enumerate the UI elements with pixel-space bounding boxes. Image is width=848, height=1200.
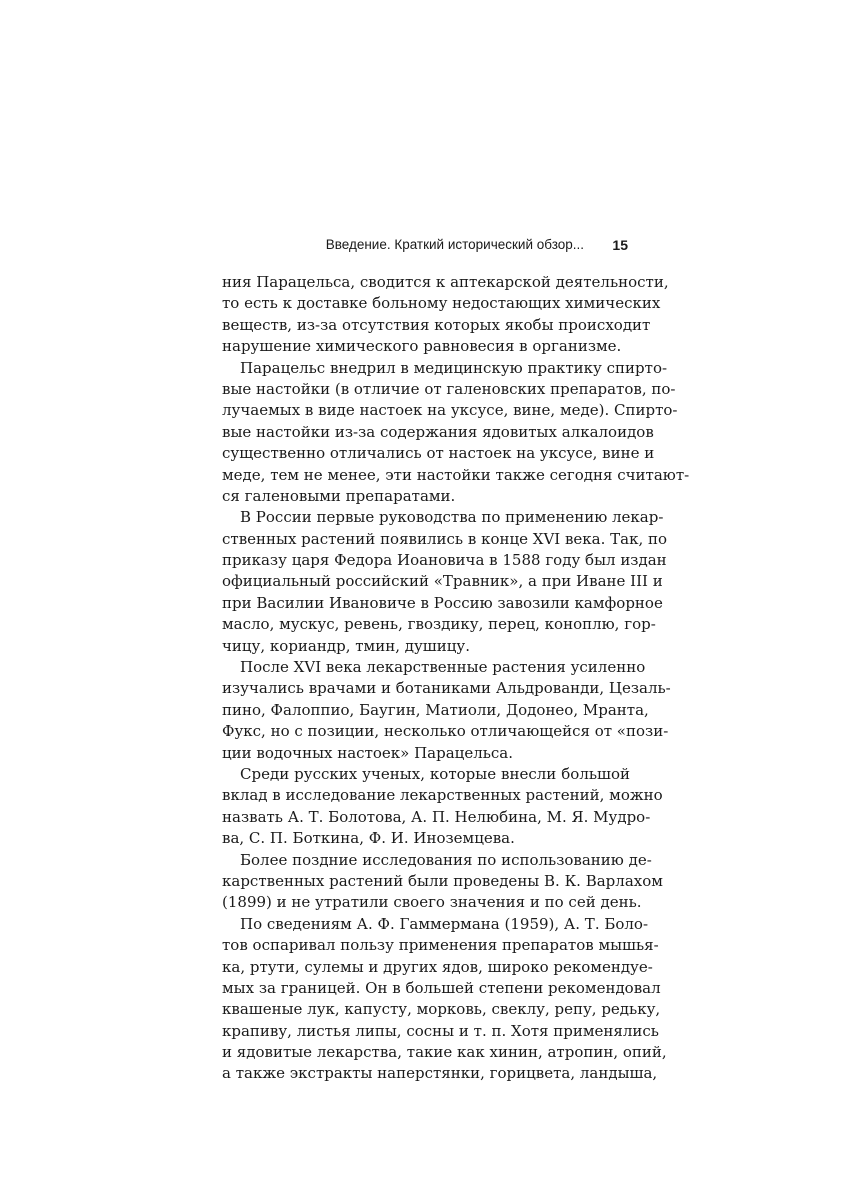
text-line: Парацельс внедрил в медицинскую практику спирто- <box>240 358 668 377</box>
text-line: изучались врачами и ботаниками Альдрованди, Цезаль- <box>222 679 671 698</box>
text-line: карственных растений были проведены В. К. Варлахом <box>222 871 663 890</box>
text-line: назвать А. Т. Болотова, А. П. Нелюбина, М. Я. Мудро- <box>222 807 651 826</box>
text-line: вые настойки из-за содержания ядовитых алкалоидов <box>222 422 654 441</box>
text-line: ции водочных настоек» Парацельса. <box>222 743 513 762</box>
text-line: нарушение химического равновесия в организме. <box>222 337 622 356</box>
text-line: меде, тем не менее, эти настойки также сегодня считают- <box>222 465 690 484</box>
text-line: В России первые руководства по применению лекар- <box>240 508 664 527</box>
paragraph <box>222 507 668 657</box>
text-line: чицу, кориандр, тмин, душицу. <box>222 636 470 655</box>
text-line: приказу царя Федора Иоановича в 1588 году был издан <box>222 551 667 570</box>
page-number: 15 <box>612 237 628 253</box>
text-line: вые настойки (в отличие от галеновских препаратов, по- <box>222 379 676 398</box>
text-line: и ядовитые лекарства, такие как хинин, атропин, опий, <box>222 1043 667 1062</box>
text-line: По сведениям А. Ф. Гаммермана (1959), А. Т. Боло- <box>240 914 649 933</box>
text-line: ся галеновыми препаратами. <box>222 486 456 505</box>
text-line: ва, С. П. Боткина, Ф. И. Иноземцева. <box>222 829 515 848</box>
paragraph <box>222 914 667 1085</box>
text-line: крапиву, листья липы, сосны и т. п. Хотя применялись <box>222 1021 659 1040</box>
paragraph <box>222 850 663 914</box>
text-line: лучаемых в виде настоек на уксусе, вине, меде). Спирто- <box>222 401 678 420</box>
text-line: мых за границей. Он в большей степени рекомендовал <box>222 978 661 997</box>
text-line: а также экстракты наперстянки, горицвета, ландыша, <box>222 1064 658 1083</box>
text-line: Среди русских ученых, которые внесли большой <box>240 764 630 783</box>
paragraph <box>222 764 663 850</box>
text-line: квашеные лук, капусту, морковь, свеклу, репу, редьку, <box>222 1000 661 1019</box>
page-header <box>222 234 628 256</box>
text-line: Более поздние исследования по использованию де- <box>240 850 652 869</box>
paragraph <box>222 657 671 764</box>
text-line: пино, Фалоппио, Баугин, Матиоли, Додонео, Мранта, <box>222 700 649 719</box>
text-line: После XVI века лекарственные растения усиленно <box>240 658 646 677</box>
text-line: существенно отличались от настоек на уксусе, вине и <box>222 444 655 463</box>
body-text <box>222 272 690 1085</box>
text-line: при Василии Ивановиче в Россию завозили камфорное <box>222 593 663 612</box>
running-head: Введение. Краткий исторический обзор... <box>325 237 584 252</box>
text-line: то есть к доставке больному недостающих химических <box>222 294 661 313</box>
text-line: тов оспаривал пользу применения препаратов мышья- <box>222 936 659 955</box>
text-line: масло, мускус, ревень, гвоздику, перец, коноплю, гор- <box>222 615 656 634</box>
text-line: вклад в исследование лекарственных растений, можно <box>222 786 663 805</box>
paragraph <box>222 272 669 358</box>
text-line: официальный российский «Травник», а при Иване III и <box>222 572 663 591</box>
text-line: ка, ртути, сулемы и других ядов, широко рекомендуе- <box>222 957 653 976</box>
text-line: веществ, из-за отсутствия которых якобы происходит <box>222 315 651 334</box>
text-line: ственных растений появились в конце XVI века. Так, по <box>222 529 668 548</box>
paragraph <box>222 358 690 508</box>
text-line: (1899) и не утратили своего значения и по сей день. <box>222 893 642 912</box>
text-line: Фукс, но с позиции, несколько отличающейся от «пози- <box>222 722 669 741</box>
text-line: ния Парацельса, сводится к аптекарской деятельности, <box>222 273 669 291</box>
